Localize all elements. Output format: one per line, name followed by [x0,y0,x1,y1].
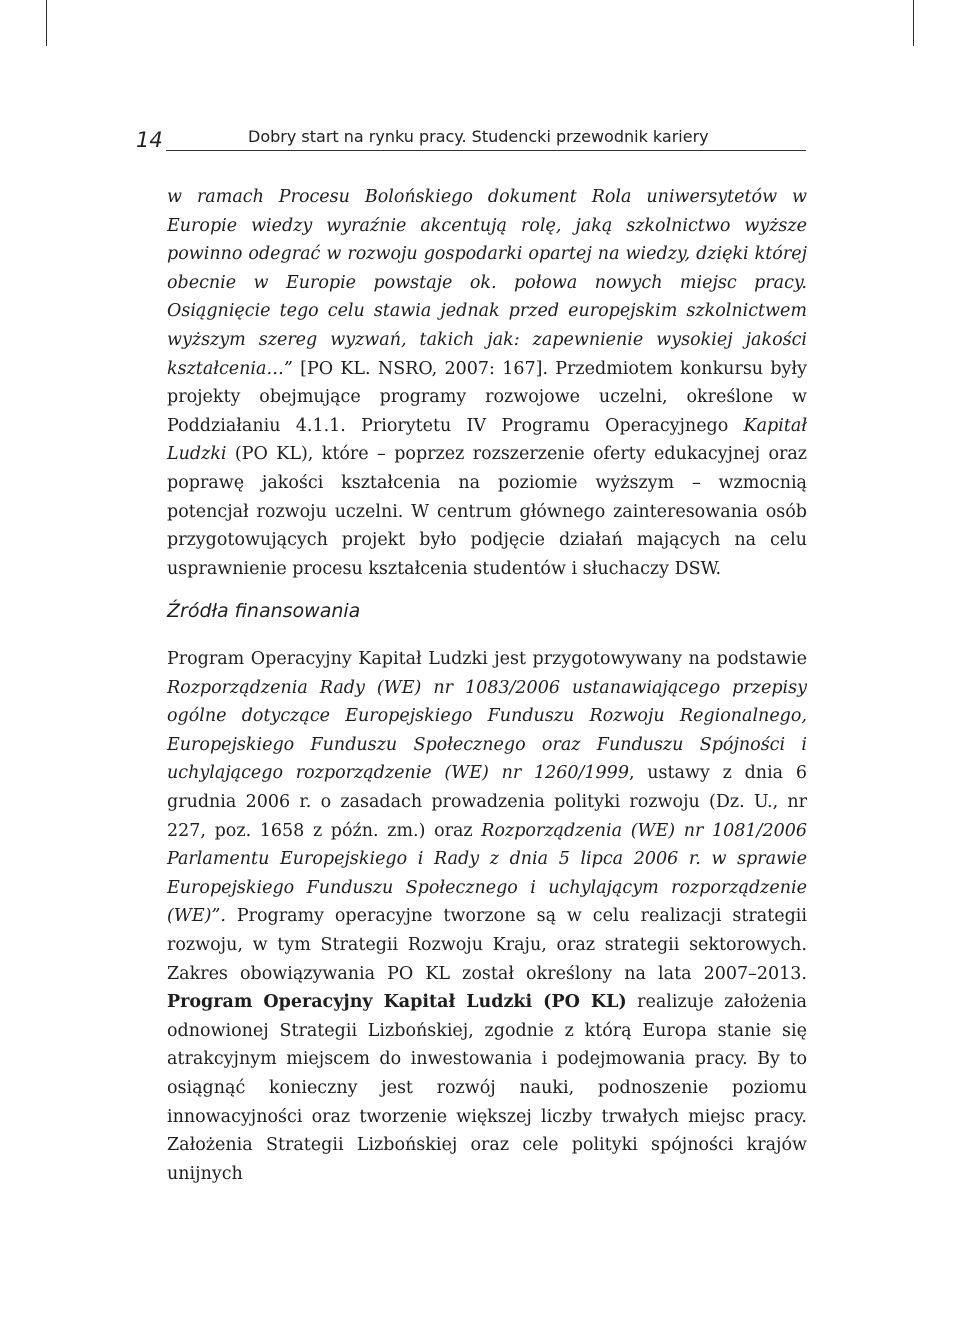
page-number: 14 [136,128,163,152]
paragraph-1-program-name: Kapitał Ludzki [167,415,807,465]
crop-mark-right [913,0,914,46]
paragraph-2-part-1: Program Operacyjny Kapitał Ludzki jest przygotowywany na podstawie [167,649,807,669]
paragraph-2-part-2: , ustawy z dnia 6 grudnia 2006 r. o zasadach prowadzenia polityki rozwoju (Dz. U., nr 227, poz. 1658 z późn. zm.) oraz [167,763,807,841]
paragraph-1-rest: (PO KL), które – poprzez rozszerzenie oferty edukacyjnej oraz poprawę jakości kształcenia na poziomie wyższym – wzmocnią potencjał rozwoju uczelni. W centrum głównego zainteresowania osób przygotowujących projekt było podjęcie działań mających na celu usprawnienie procesu kształcenia studentów i słuchaczy DSW. [167,444,807,579]
paragraph-1-italic-intro: w ramach Procesu Bolońskiego dokument Rola uniwersytetów w Europie wiedzy wyraźnie akcentują rolę, jaką szkolnictwo wyższe powinno odegrać w rozwoju gospodarki opartej na wiedzy, dzięki której obecnie w Europie powstaje ok. połowa nowych miejsc pracy. Osiągnięcie tego celu stawia jednak przed europejskim szkolnictwem wyższym szereg wyzwań, takich jak: zapewnienie wysokiej jakości kształcenia…” [167,187,807,379]
paragraph-2-part-4: realizuje założenia odnowionej Strategii Lizbońskiej, zgodnie z którą Europa stanie się atrakcyjnym miejscem do inwestowania i podejmowania pracy. By to osiągnąć konieczny jest rozwój nauki, podnoszenie poziomu innowacyjności oraz tworzenie większej liczby trwałych miejsc pracy. Założenia Strategii Lizbońskiej oraz cele polityki spójności krajów unijnych [167,992,807,1184]
paragraph-2-bold-program: Program Operacyjny Kapitał Ludzki (PO KL) [167,992,627,1013]
paragraph-1 [167,183,807,583]
section-heading: Źródła finansowania [167,600,361,622]
running-title: Dobry start na rynku pracy. Studencki przewodnik kariery [248,127,709,146]
paragraph-2 [167,645,807,1188]
header-rule [166,150,806,151]
paragraph-2-regulation-1: Rozporządzenia Rady (WE) nr 1083/2006 ustanawiającego przepisy ogólne dotyczące Europejskiego Funduszu Rozwoju Regionalnego, Europejskiego Funduszu Społecznego oraz Funduszu Spójności i uchylającego rozporządzenie (WE) nr 1260/1999 [167,677,807,784]
paragraph-2-part-3: Programy operacyjne tworzone są w celu realizacji strategii rozwoju, w tym Strategii Rozwoju Kraju, oraz strategii sektorowych. Zakres obowiązywania PO KL został określony na lata 2007–2013. [167,906,807,984]
paragraph-2-regulation-2: Rozporządzenia (WE) nr 1081/2006 Parlamentu Europejskiego i Rady z dnia 5 lipca 2006 r. w sprawie Europejskiego Funduszu Społecznego i uchylającym rozporządzenie (WE)”. [167,820,807,927]
paragraph-1-citation: [PO KL. NSRO, 2007: 167]. Przedmiotem konkursu były projekty obejmujące programy rozwojowe uczelni, określone w Poddziałaniu 4.1.1. Priorytetu IV Programu Operacyjnego [167,358,807,436]
crop-mark-left [46,0,47,46]
